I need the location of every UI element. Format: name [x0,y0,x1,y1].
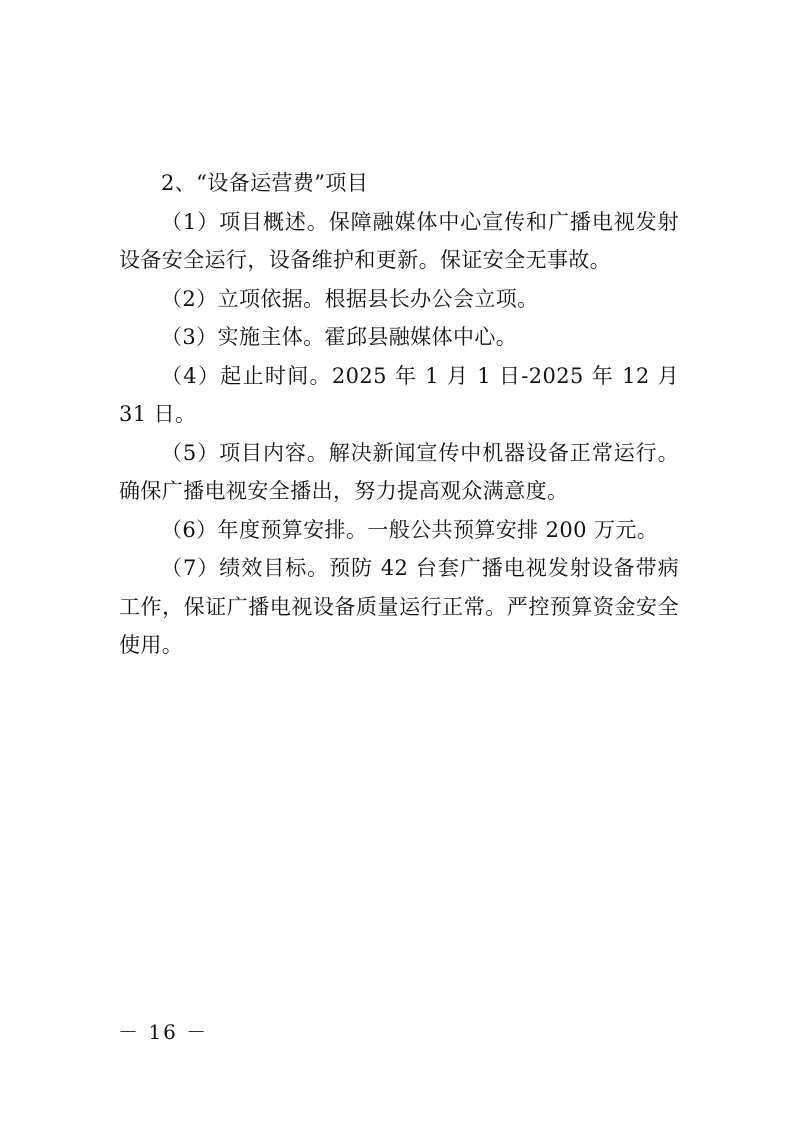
page-number: － 16 － [118,1020,209,1044]
paragraph-period: （4）起止时间。2025 年 1 月 1 日-2025 年 12 月 31 日。 [119,363,679,426]
paragraph-budget: （6）年度预算安排。一般公共预算安排 200 万元。 [161,517,659,542]
paragraph-overview: （1）项目概述。保障融媒体中心宣传和广播电视发射设备安全运行，设备维护和更新。保证安全无事故。 [119,209,679,272]
document-body [119,164,679,665]
paragraph-content: （5）项目内容。解决新闻宣传中机器设备正常运行。确保广播电视安全播出，努力提高观众满意度。 [119,440,679,503]
paragraph-basis: （2）立项依据。根据县长办公会立项。 [161,286,539,311]
paragraph-implementer: （3）实施主体。霍邱县融媒体中心。 [161,325,518,349]
section-heading: 2、“设备运营费”项目 [161,171,369,195]
paragraph-targets: （7）绩效目标。预防 42 台套广播电视发射设备带病工作，保证广播电视设备质量运行正常。严控预算资金安全使用。 [119,556,679,657]
